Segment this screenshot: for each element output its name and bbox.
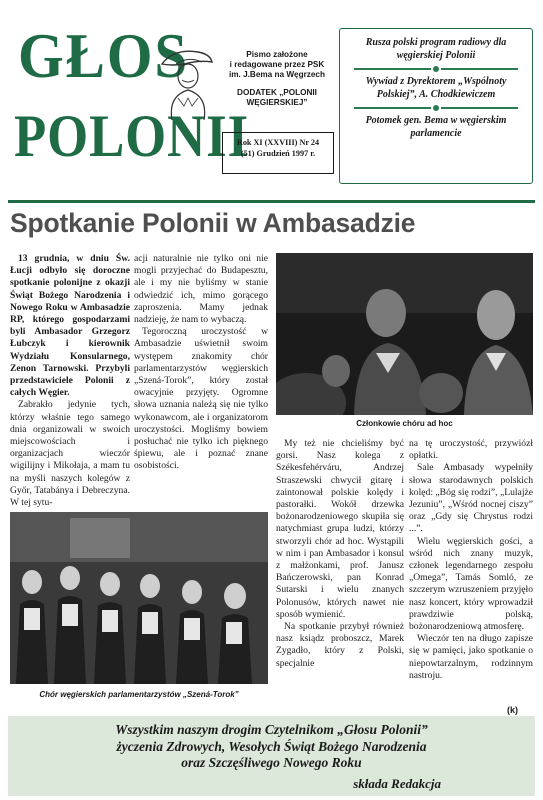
greeting-line: życzenia Zdrowych, Wesołych Świąt Bożego Narodzenia — [116, 738, 427, 754]
publisher-line: i redagowane przez PSK — [229, 60, 325, 69]
article-headline: Spotkanie Polonii w Ambasadzie — [10, 208, 416, 238]
photo-caption: Chór węgierskich parlamentarzystów „Szená-Torok” — [39, 690, 239, 699]
greeting-line: Wszystkim naszym drogim Czytelnikom „Głosu Polonii” — [115, 722, 428, 737]
greeting-line: oraz Szczęśliwego Nowego Roku — [181, 755, 362, 770]
general-bem-portrait-icon — [154, 42, 216, 120]
photo-parliament-choir — [10, 512, 268, 684]
article-column-3 — [276, 438, 404, 670]
teaser-radio[interactable]: Rusza polski program radiowy dla węgierskiej Polonii — [365, 37, 507, 61]
logo-line2: POLONII — [14, 103, 250, 169]
greeting-signature: składa Redakcja — [353, 775, 441, 791]
issue-line: Rok XI (XXVIII) Nr 24 — [236, 138, 320, 147]
supplement-note — [222, 88, 332, 108]
article-paragraph: Tegoroczną uroczystość w Ambasadzie uświetnił swoim występem znakomity chór parlamentarzystów węgierskich „Szená-Torok”, który został owacyjnie przyjęty. Ogromne słowa uznania należą się nie tylko wykonawcom, ale i organizatorom uroczystości. Mogliśmy bowiem posłuchać nie tylko ich pięknego śpiewu, ale i poznać znane osobistości. — [134, 326, 268, 472]
article-column-2 — [134, 253, 268, 473]
article-lead: 13 grudnia, w dniu Św. Łucji odbyło się doroczne spotkanie polonijne z okazji Świąt Bożego Narodzenia i Nowego Roku w Ambasadzie RP, którego gospodarzami byli Ambasador Grzegorz Łubczyk i kierownik Wydziału Konsularnego, Zenon Tarnowski. Przybyli przedstawiciele Polonii z całych Węgier. — [10, 253, 130, 399]
article-paragraph: na tę uroczystość, przywiózł opłatki. — [409, 438, 533, 462]
teaser-divider — [354, 66, 518, 72]
photo-caption: Członkowie chóru ad hoc — [356, 419, 453, 428]
article-paragraph: Wielu węgierskich gości, a wśród nich znany muzyk, członek legendarnego zespołu „Omega”, Tamás Somló, ze szczerym wzruszeniem przyjęło nasz koncert, który wprowadził prawdziwie polską, bożonarodzeniową atmosferę. — [409, 535, 533, 633]
author-signature: (k) — [507, 705, 518, 715]
publisher-line: im. J.Bema na Węgrzech — [228, 70, 325, 79]
teaser-interview[interactable]: Wywiad z Dyrektorem „Wspólnoty Polskiej”, A. Chodkiewiczem — [365, 76, 507, 100]
teaser-divider — [354, 105, 518, 111]
article-paragraph: Na spotkanie przybył również nasz ksiądz proboszcz, Marek Zygadło, który z Polski, specjalnie — [276, 621, 404, 669]
supplement-line: DODATEK „POLONII — [237, 88, 317, 97]
article-paragraph: Sale Ambasady wypełniły słowa starodawnych polskich kolęd: „Bóg się rodzi”, „Lulajże Jezuniu”, „Wśród nocnej ciszy” oraz „Gdy się Chrystus rodzi ...”. — [409, 462, 533, 535]
article-paragraph: My też nie chcieliśmy być gorsi. Nasz kolega z Székesfehérváru, Andrzej Straszewski chwycił gitarę i zaintonował polskie kolędy i pastorałki. Wokół drzewka bożonarodzeniowego skupiła się natychmiast grupa ludzi, którzy stworzyli chór ad hoc. Wystąpili w nim i pan Ambasador i konsul z małżonkami, prof. Janusz Bańczerowski, pan Konrad Sutarski i wielu znanych Polonusów, których nawet nie sposób wymienić. — [276, 438, 404, 620]
supplement-line: WĘGIERSKIEJ” — [246, 98, 308, 107]
publisher-info — [222, 50, 332, 108]
issue-number-box — [222, 132, 334, 174]
article-paragraph: Zabrakło jedynie tych, którzy właśnie tego samego dnia organizowali w swoich miejscowościach i organizacjach wieczór wigilijny i Mikołaja, a mam tu na myśli naszych kolegów z Győr, Tatabánya i Debreczyna. W tej sytu- — [10, 399, 130, 509]
publisher-line: Pismo założone — [246, 50, 308, 59]
logo-line1: GŁOS — [18, 20, 189, 91]
article-paragraph: Wieczór ten na długo zapisze się w pamięci, jako spotkanie o niepowtarzalnym, rodzinnym nastroju. — [409, 633, 533, 681]
article-column-4 — [409, 438, 533, 682]
issue-line: (51) Grudzień 1997 r. — [240, 148, 316, 158]
article-paragraph: acji naturalnie nie tylko oni nie mogli przyjechać do Budapesztu, ale i my nie byliśmy w stanie odwiedzić ich, mimo gorącego zaproszenia. Mamy jednak nadzieję, że nam to wybaczą. — [134, 253, 268, 326]
headline-rule — [8, 200, 535, 203]
article-column-1 — [10, 253, 130, 509]
teaser-bem[interactable]: Potomek gen. Bema w węgierskim parlamencie — [365, 115, 507, 139]
christmas-greeting-banner — [8, 716, 535, 796]
photo-ad-hoc-choir — [276, 253, 533, 415]
teasers-box — [339, 28, 533, 184]
